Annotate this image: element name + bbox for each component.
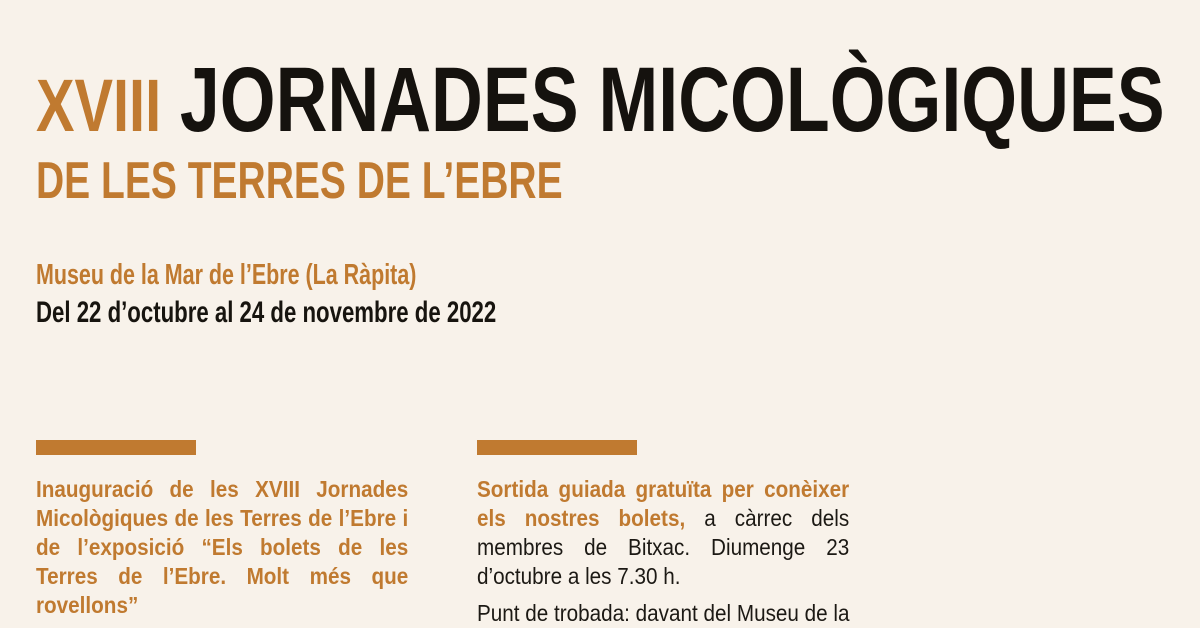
event-highlight-text: Inauguració de les XVIII Jornades Micològiques de les Terres de l’Ebre i de l’exposició “Els bolets de les Terres de l’Ebre. Molt més que rovellons”	[36, 476, 409, 618]
venue-line: Museu de la Mar de l’Ebre (La Ràpita)	[36, 259, 417, 291]
events-columns	[36, 440, 1200, 628]
section-accent-bar	[477, 440, 637, 455]
title-edition-number: XVIII	[36, 64, 162, 147]
event-column-sortida	[477, 440, 849, 628]
title-main-text: JORNADES MICOLÒGIQUES	[179, 49, 1165, 151]
main-title	[36, 49, 1165, 152]
event-paragraph	[36, 475, 408, 620]
dates-line: Del 22 d’octubre al 24 de novembre de 2022	[36, 296, 497, 329]
event-highlight-text: Sortida guiada gratuïta per conèixer els nostres bolets,	[477, 476, 850, 531]
event-detail-text: a càrrec dels membres de Bitxac. Diumenge 23 d’octubre a les 7.30 h.	[477, 505, 850, 589]
section-accent-bar	[36, 440, 196, 455]
event-note: Punt de trobada: davant del Museu de la	[477, 600, 850, 626]
event-column-inauguracio	[36, 440, 408, 628]
event-paragraph	[477, 475, 849, 591]
title-subtitle: DE LES TERRES DE L’EBRE	[36, 152, 563, 210]
